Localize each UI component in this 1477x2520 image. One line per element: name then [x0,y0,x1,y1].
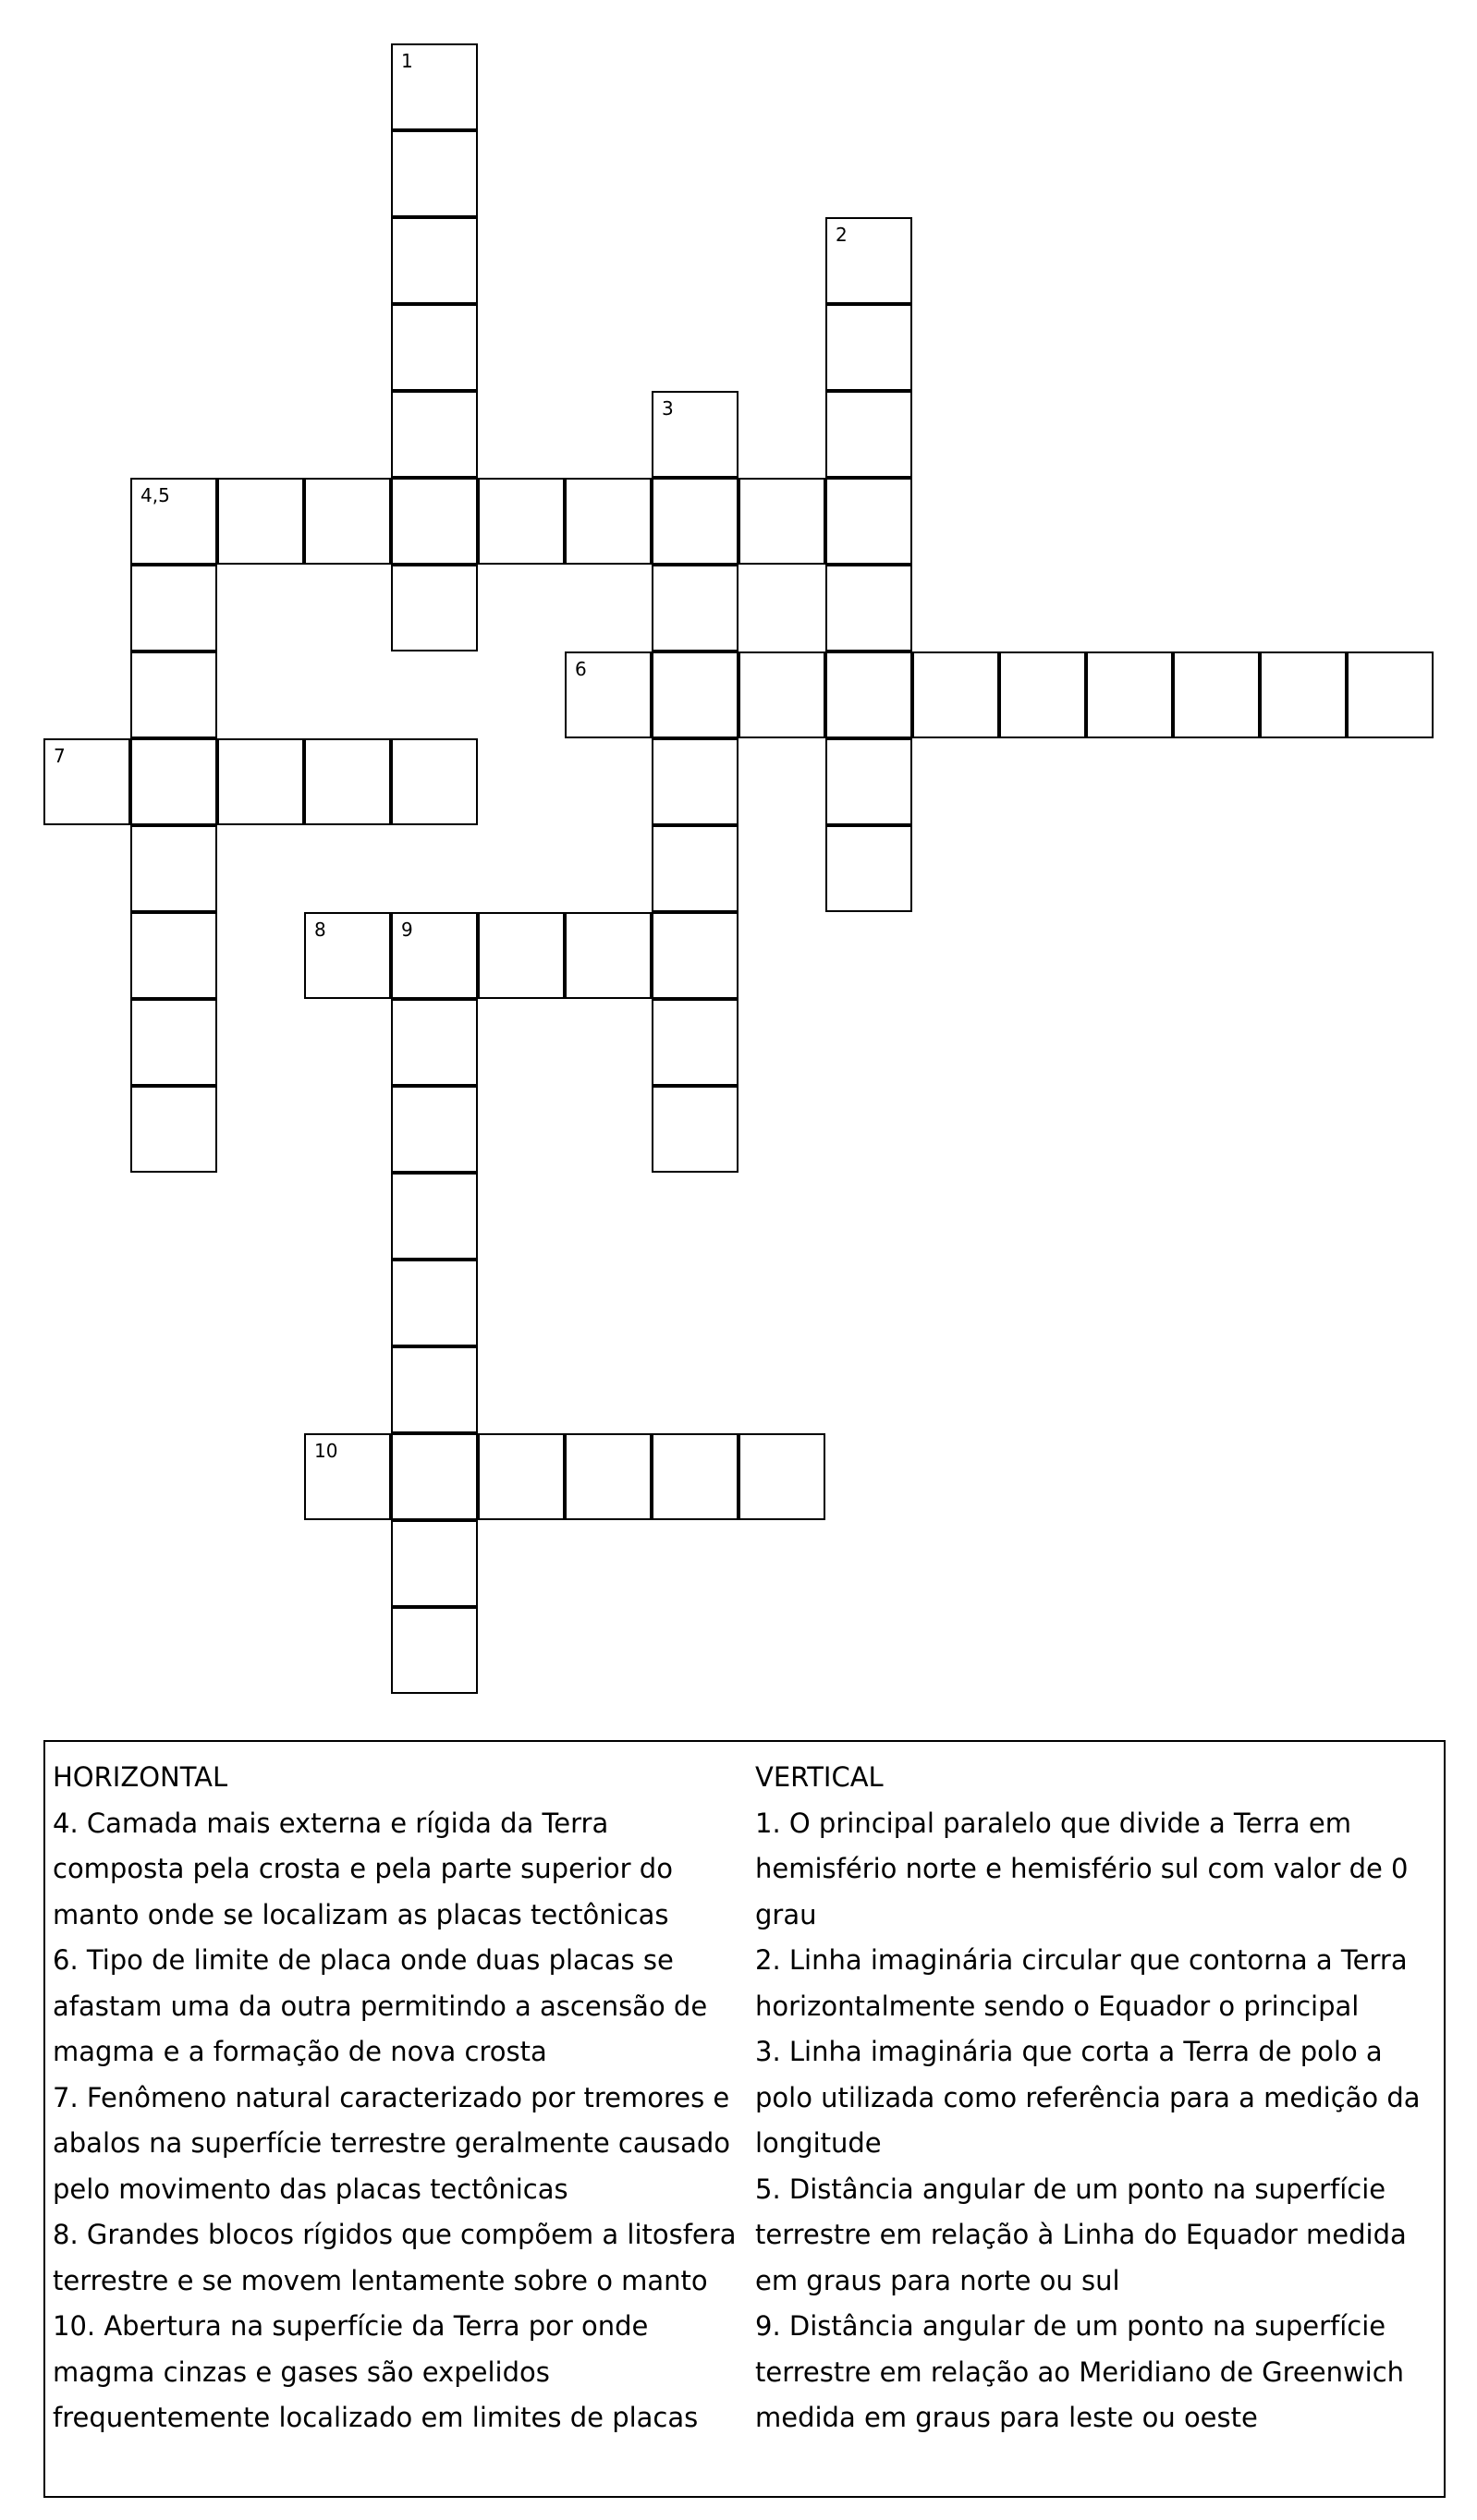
crossword-cell[interactable] [304,478,391,565]
vertical-heading: VERTICAL [755,1761,884,1793]
crossword-cell[interactable] [825,304,912,391]
crossword-cell[interactable] [652,999,738,1086]
clues-box [43,1740,1446,2498]
crossword-cell[interactable] [391,304,478,391]
clue-horizontal-4: 4. Camada mais externa e rígida da Terra composta pela crosta e pela parte superior do manto onde se localizam as placas tectônicas [53,1807,673,1930]
clue-number: 3 [662,397,674,420]
crossword-cell[interactable] [912,651,999,738]
crossword-cell[interactable] [1260,651,1347,738]
crossword-cell[interactable] [391,1607,478,1694]
crossword-cell[interactable] [43,738,130,825]
crossword-cell[interactable] [652,478,738,565]
crossword-cell[interactable] [652,565,738,651]
clue-number: 8 [314,919,326,941]
crossword-cell[interactable] [652,738,738,825]
crossword-cell[interactable] [130,999,217,1086]
clue-number: 10 [314,1440,338,1462]
crossword-cell[interactable] [130,738,217,825]
crossword-cell[interactable] [1173,651,1260,738]
crossword-cell[interactable] [130,1086,217,1173]
crossword-cell[interactable] [130,478,217,565]
crossword-cell[interactable] [565,478,652,565]
clue-vertical-5: 5. Distância angular de um ponto na superfície terrestre em relação à Linha do Equador medida em graus para norte ou sul [755,2173,1407,2296]
crossword-cell[interactable] [825,217,912,304]
crossword-cell[interactable] [217,738,304,825]
vertical-clues [755,1755,1446,2441]
crossword-cell[interactable] [391,1173,478,1260]
crossword-cell[interactable] [304,738,391,825]
crossword-cell[interactable] [652,391,738,478]
crossword-cell[interactable] [391,738,478,825]
crossword-cell[interactable] [825,478,912,565]
clue-number: 4,5 [140,484,170,506]
crossword-cell[interactable] [825,738,912,825]
crossword-cell[interactable] [304,912,391,999]
crossword-cell[interactable] [391,912,478,999]
crossword-cell[interactable] [391,565,478,651]
crossword-cell[interactable] [130,651,217,738]
crossword-cell[interactable] [652,825,738,912]
crossword-cell[interactable] [565,1433,652,1520]
crossword-cell[interactable] [565,912,652,999]
clue-number: 6 [575,658,587,680]
crossword-cell[interactable] [391,130,478,217]
clue-vertical-1: 1. O principal paralelo que divide a Terra em hemisfério norte e hemisfério sul com valor de 0 grau [755,1807,1409,1930]
crossword-cell[interactable] [391,217,478,304]
crossword-cell[interactable] [391,1260,478,1346]
crossword-cell[interactable] [391,999,478,1086]
clue-vertical-2: 2. Linha imaginária circular que contorna a Terra horizontalmente sendo o Equador o principal [755,1944,1408,2022]
crossword-cell[interactable] [478,478,565,565]
clue-number: 9 [401,919,413,941]
crossword-cell[interactable] [391,391,478,478]
clue-horizontal-6: 6. Tipo de limite de placa onde duas placas se afastam uma da outra permitindo a ascensão de magma e a formação de nova crosta [53,1944,708,2067]
crossword-cell[interactable] [478,1433,565,1520]
horizontal-heading: HORIZONTAL [53,1761,228,1793]
crossword-cell[interactable] [130,912,217,999]
crossword-cell[interactable] [130,565,217,651]
clue-vertical-9: 9. Distância angular de um ponto na superfície terrestre em relação ao Meridiano de Greenwich medida em graus para leste ou oeste [755,2310,1405,2433]
crossword-cell[interactable] [130,825,217,912]
crossword-cell[interactable] [652,912,738,999]
crossword-cell[interactable] [738,651,825,738]
crossword-cell[interactable] [999,651,1086,738]
horizontal-clues [53,1755,746,2441]
crossword-cell[interactable] [738,1433,825,1520]
crossword-cell[interactable] [738,478,825,565]
crossword-cell[interactable] [825,565,912,651]
crossword-cell[interactable] [825,825,912,912]
crossword-cell[interactable] [825,391,912,478]
clue-number: 7 [54,745,66,767]
crossword-cell[interactable] [391,1520,478,1607]
crossword-cell[interactable] [478,912,565,999]
crossword-cell[interactable] [1086,651,1173,738]
clue-number: 1 [401,50,413,72]
crossword-cell[interactable] [1347,651,1434,738]
clue-vertical-3: 3. Linha imaginária que corta a Terra de polo a polo utilizada como referência para a medição da longitude [755,2036,1421,2159]
clue-number: 2 [836,224,848,246]
crossword-cell[interactable] [391,1086,478,1173]
crossword-cell[interactable] [391,43,478,130]
crossword-cell[interactable] [217,478,304,565]
crossword-cell[interactable] [652,1433,738,1520]
crossword-cell[interactable] [825,651,912,738]
clue-horizontal-8: 8. Grandes blocos rígidos que compõem a litosfera terrestre e se movem lentamente sobre o manto [53,2219,737,2296]
crossword-cell[interactable] [652,1086,738,1173]
crossword-cell[interactable] [652,651,738,738]
clue-horizontal-10: 10. Abertura na superfície da Terra por onde magma cinzas e gases são expelidos frequentemente localizado em limites de placas [53,2310,699,2433]
crossword-cell[interactable] [391,1346,478,1433]
crossword-cell[interactable] [391,478,478,565]
crossword-cell[interactable] [391,1433,478,1520]
crossword-cell[interactable] [304,1433,391,1520]
crossword-cell[interactable] [565,651,652,738]
clue-horizontal-7: 7. Fenômeno natural caracterizado por tremores e abalos na superfície terrestre geralmente causado pelo movimento das placas tectônicas [53,2081,731,2205]
